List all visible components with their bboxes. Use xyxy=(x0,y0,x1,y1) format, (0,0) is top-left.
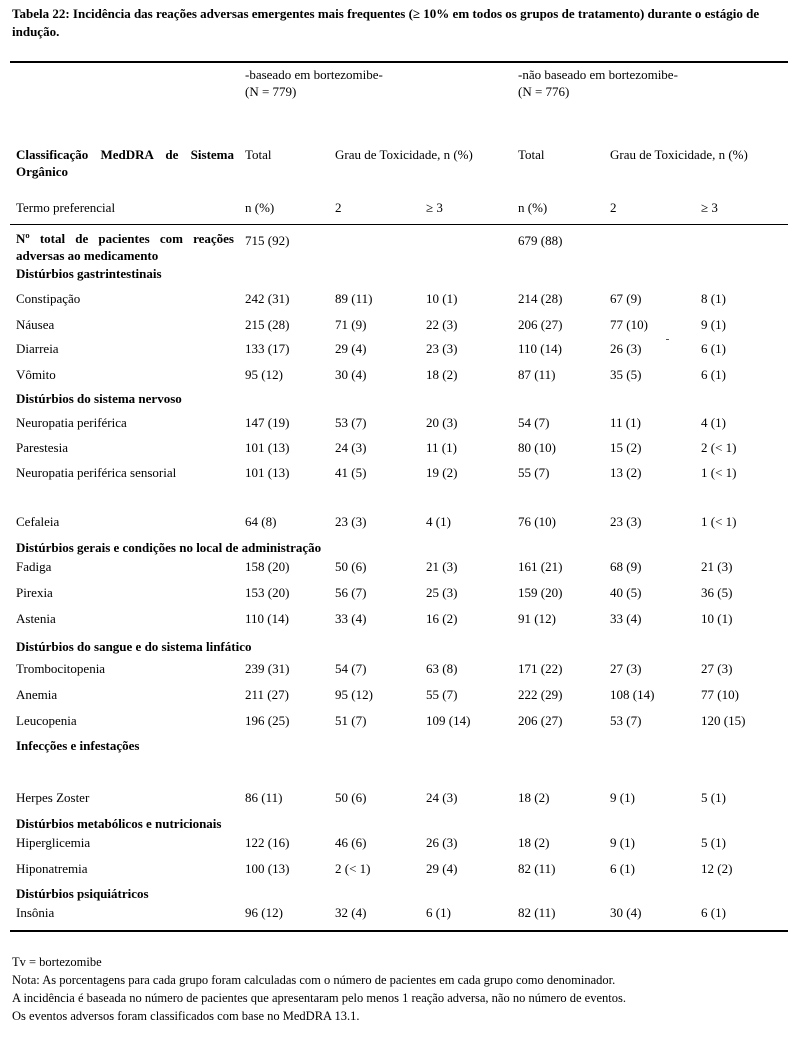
value-cell: 27 (3) xyxy=(610,661,642,676)
value-cell: 22 (3) xyxy=(426,317,458,332)
value-cell: 196 (25) xyxy=(245,713,290,728)
group-b-total-header: Total xyxy=(518,147,545,162)
value-cell: 36 (5) xyxy=(701,585,733,600)
stray-mark xyxy=(666,339,669,340)
value-cell: 6 (1) xyxy=(701,367,726,382)
value-cell: 68 (9) xyxy=(610,559,642,574)
footnote-abbrev: Tv = bortezomibe xyxy=(12,955,102,969)
value-cell: 87 (11) xyxy=(518,367,556,382)
value-cell: 2 (< 1) xyxy=(335,861,371,876)
value-cell: 110 (14) xyxy=(245,611,289,626)
header-rule xyxy=(10,224,788,225)
value-cell: 215 (28) xyxy=(245,317,290,332)
value-cell: 80 (10) xyxy=(518,440,556,455)
value-cell: 206 (27) xyxy=(518,317,563,332)
section-title: Distúrbios psiquiátricos xyxy=(16,886,149,901)
value-cell: 2 (< 1) xyxy=(701,440,737,455)
value-cell: 6 (1) xyxy=(610,861,635,876)
value-cell: 133 (17) xyxy=(245,341,290,356)
term-cell: Hiperglicemia xyxy=(16,835,91,850)
value-cell: 11 (1) xyxy=(426,440,457,455)
group-b-name: -não baseado em bortezomibe- xyxy=(518,67,678,82)
value-cell: 82 (11) xyxy=(518,861,556,876)
value-cell: 16 (2) xyxy=(426,611,458,626)
value-cell: 4 (1) xyxy=(426,514,451,529)
term-cell: Leucopenia xyxy=(16,713,77,728)
value-cell: 91 (12) xyxy=(518,611,556,626)
value-cell: 110 (14) xyxy=(518,341,562,356)
value-cell: 76 (10) xyxy=(518,514,556,529)
value-cell: 55 (7) xyxy=(518,465,550,480)
group-b-grade3-header: ≥ 3 xyxy=(701,200,718,215)
value-cell: 101 (13) xyxy=(245,465,290,480)
term-cell: Neuropatia periférica xyxy=(16,415,127,430)
value-cell: 158 (20) xyxy=(245,559,290,574)
value-cell: 12 (2) xyxy=(701,861,733,876)
value-cell: 222 (29) xyxy=(518,687,563,702)
value-cell: 54 (7) xyxy=(335,661,367,676)
total-row-group-b: 679 (88) xyxy=(518,233,563,248)
value-cell: 53 (7) xyxy=(335,415,367,430)
value-cell: 56 (7) xyxy=(335,585,367,600)
value-cell: 18 (2) xyxy=(518,790,550,805)
value-cell: 108 (14) xyxy=(610,687,655,702)
top-rule xyxy=(10,61,788,63)
value-cell: 206 (27) xyxy=(518,713,563,728)
value-cell: 159 (20) xyxy=(518,585,563,600)
group-a-name: -baseado em bortezomibe- xyxy=(245,67,383,82)
value-cell: 109 (14) xyxy=(426,713,471,728)
value-cell: 41 (5) xyxy=(335,465,367,480)
value-cell: 9 (1) xyxy=(610,790,635,805)
term-cell: Hiponatremia xyxy=(16,861,88,876)
value-cell: 211 (27) xyxy=(245,687,289,702)
group-a-total-header: Total xyxy=(245,147,272,162)
term-cell: Herpes Zoster xyxy=(16,790,90,805)
value-cell: 6 (1) xyxy=(701,341,726,356)
total-row-label: Nº total de pacientes com reações adversas ao medicamento xyxy=(16,231,234,263)
value-cell: 95 (12) xyxy=(245,367,283,382)
value-cell: 30 (4) xyxy=(335,367,367,382)
value-cell: 18 (2) xyxy=(518,835,550,850)
footnote-percent: Nota: As porcentagens para cada grupo foram calculadas com o número de pacientes em cada grupo como denominador. xyxy=(12,973,616,987)
value-cell: 242 (31) xyxy=(245,291,290,306)
value-cell: 24 (3) xyxy=(335,440,367,455)
term-cell: Náusea xyxy=(16,317,55,332)
value-cell: 8 (1) xyxy=(701,291,726,306)
section-title: Distúrbios metabólicos e nutricionais xyxy=(16,816,222,831)
term-cell: Neuropatia periférica sensorial xyxy=(16,465,177,480)
value-cell: 27 (3) xyxy=(701,661,733,676)
value-cell: 171 (22) xyxy=(518,661,563,676)
term-cell: Fadiga xyxy=(16,559,52,574)
value-cell: 19 (2) xyxy=(426,465,458,480)
value-cell: 95 (12) xyxy=(335,687,373,702)
value-cell: 53 (7) xyxy=(610,713,642,728)
value-cell: 51 (7) xyxy=(335,713,367,728)
value-cell: 1 (< 1) xyxy=(701,465,737,480)
value-cell: 101 (13) xyxy=(245,440,290,455)
value-cell: 6 (1) xyxy=(426,905,451,920)
value-cell: 23 (3) xyxy=(610,514,642,529)
term-cell: Anemia xyxy=(16,687,58,702)
value-cell: 50 (6) xyxy=(335,559,367,574)
value-cell: 13 (2) xyxy=(610,465,642,480)
group-a-grade3-header: ≥ 3 xyxy=(426,200,443,215)
term-cell: Trombocitopenia xyxy=(16,661,106,676)
group-a-grade-header: Grau de Toxicidade, n (%) xyxy=(335,147,473,162)
value-cell: 147 (19) xyxy=(245,415,290,430)
value-cell: 26 (3) xyxy=(610,341,642,356)
value-cell: 77 (10) xyxy=(701,687,739,702)
group-a-n: (N = 779) xyxy=(245,84,297,99)
term-cell: Astenia xyxy=(16,611,56,626)
term-cell: Parestesia xyxy=(16,440,68,455)
term-cell: Insônia xyxy=(16,905,55,920)
term-cell: Constipação xyxy=(16,291,81,306)
value-cell: 54 (7) xyxy=(518,415,550,430)
value-cell: 46 (6) xyxy=(335,835,367,850)
value-cell: 161 (21) xyxy=(518,559,563,574)
value-cell: 5 (1) xyxy=(701,835,726,850)
value-cell: 120 (15) xyxy=(701,713,746,728)
value-cell: 29 (4) xyxy=(426,861,458,876)
footnote-meddra: Os eventos adversos foram classificados com base no MedDRA 13.1. xyxy=(12,1009,360,1023)
group-b-npct-header: n (%) xyxy=(518,200,548,215)
term-cell: Cefaleia xyxy=(16,514,60,529)
value-cell: 10 (1) xyxy=(426,291,458,306)
group-a-npct-header: n (%) xyxy=(245,200,275,215)
section-title: Distúrbios do sangue e do sistema linfático xyxy=(16,639,252,654)
value-cell: 33 (4) xyxy=(335,611,367,626)
value-cell: 63 (8) xyxy=(426,661,458,676)
value-cell: 77 (10) xyxy=(610,317,648,332)
value-cell: 21 (3) xyxy=(426,559,458,574)
value-cell: 29 (4) xyxy=(335,341,367,356)
value-cell: 5 (1) xyxy=(701,790,726,805)
value-cell: 10 (1) xyxy=(701,611,733,626)
term-header: Termo preferencial xyxy=(16,200,116,215)
group-b-grade2-header: 2 xyxy=(610,200,617,215)
value-cell: 239 (31) xyxy=(245,661,290,676)
value-cell: 64 (8) xyxy=(245,514,277,529)
value-cell: 67 (9) xyxy=(610,291,642,306)
group-b-n: (N = 776) xyxy=(518,84,570,99)
value-cell: 55 (7) xyxy=(426,687,458,702)
value-cell: 32 (4) xyxy=(335,905,367,920)
section-title: Distúrbios gastrintestinais xyxy=(16,266,162,281)
value-cell: 20 (3) xyxy=(426,415,458,430)
table-caption: Tabela 22: Incidência das reações adversas emergentes mais frequentes (≥ 10% em todos os grupos de tratamento) durante o estágio de indução. xyxy=(12,6,760,39)
term-cell: Pirexia xyxy=(16,585,53,600)
value-cell: 40 (5) xyxy=(610,585,642,600)
value-cell: 24 (3) xyxy=(426,790,458,805)
term-cell: Vômito xyxy=(16,367,56,382)
value-cell: 25 (3) xyxy=(426,585,458,600)
value-cell: 86 (11) xyxy=(245,790,283,805)
value-cell: 35 (5) xyxy=(610,367,642,382)
value-cell: 100 (13) xyxy=(245,861,290,876)
value-cell: 9 (1) xyxy=(610,835,635,850)
bottom-rule xyxy=(10,930,788,932)
value-cell: 11 (1) xyxy=(610,415,641,430)
value-cell: 15 (2) xyxy=(610,440,642,455)
footnote-incidence: A incidência é baseada no número de pacientes que apresentaram pelo menos 1 reação adversa, não no número de eventos. xyxy=(12,991,626,1005)
value-cell: 26 (3) xyxy=(426,835,458,850)
value-cell: 71 (9) xyxy=(335,317,367,332)
value-cell: 9 (1) xyxy=(701,317,726,332)
section-title: Distúrbios gerais e condições no local de administração xyxy=(16,540,322,555)
term-cell: Diarreia xyxy=(16,341,59,356)
value-cell: 30 (4) xyxy=(610,905,642,920)
section-title: Distúrbios do sistema nervoso xyxy=(16,391,182,406)
value-cell: 6 (1) xyxy=(701,905,726,920)
value-cell: 214 (28) xyxy=(518,291,563,306)
value-cell: 96 (12) xyxy=(245,905,283,920)
total-row-group-a: 715 (92) xyxy=(245,233,290,248)
value-cell: 122 (16) xyxy=(245,835,290,850)
value-cell: 50 (6) xyxy=(335,790,367,805)
value-cell: 23 (3) xyxy=(335,514,367,529)
value-cell: 82 (11) xyxy=(518,905,556,920)
value-cell: 4 (1) xyxy=(701,415,726,430)
value-cell: 21 (3) xyxy=(701,559,733,574)
value-cell: 33 (4) xyxy=(610,611,642,626)
group-b-grade-header: Grau de Toxicidade, n (%) xyxy=(610,147,748,162)
value-cell: 89 (11) xyxy=(335,291,373,306)
value-cell: 23 (3) xyxy=(426,341,458,356)
value-cell: 18 (2) xyxy=(426,367,458,382)
section-title: Infecções e infestações xyxy=(16,738,140,753)
group-a-grade2-header: 2 xyxy=(335,200,342,215)
value-cell: 153 (20) xyxy=(245,585,290,600)
soc-header: Classificação MedDRA de Sistema Orgânico xyxy=(16,147,234,179)
value-cell: 1 (< 1) xyxy=(701,514,737,529)
